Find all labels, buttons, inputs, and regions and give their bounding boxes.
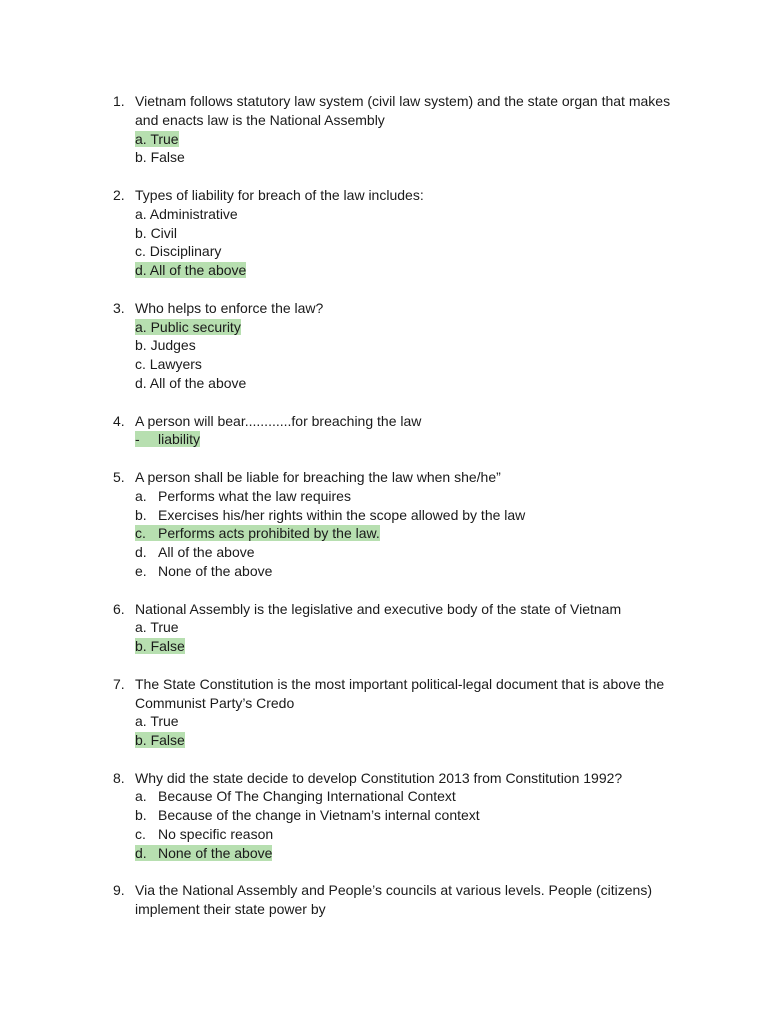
- answer-text: [135, 619, 179, 635]
- answer-text: [135, 337, 196, 353]
- answer-text: [135, 826, 273, 842]
- answer-option: [135, 242, 673, 261]
- answer-option: [135, 825, 673, 844]
- answer-option: [135, 712, 673, 731]
- answer-option: [135, 336, 673, 355]
- option-label: b. False: [135, 638, 185, 655]
- option-label: Performs what the law requires: [158, 487, 351, 504]
- answer-option: [135, 787, 673, 806]
- option-marker: c.: [135, 525, 146, 542]
- option-label: Because Of The Changing International Context: [158, 788, 456, 805]
- question-text: National Assembly is the legislative and executive body of the state of Vietnam: [135, 600, 622, 617]
- option-label: c. Lawyers: [135, 356, 202, 373]
- question-text: A person shall be liable for breaching the law when she/he”: [135, 468, 501, 485]
- answer-text: [135, 356, 202, 372]
- answer-text: [135, 807, 480, 823]
- question-item: [113, 299, 673, 393]
- option-label: liability: [158, 431, 201, 448]
- option-marker: c.: [135, 826, 146, 843]
- answer-text: [135, 149, 185, 165]
- option-label: None of the above: [158, 844, 273, 861]
- answer-option: [135, 261, 673, 280]
- question-number: 2.: [113, 186, 125, 203]
- question-text: A person will bear............for breaching the law: [135, 412, 422, 429]
- answer-option: [135, 543, 673, 562]
- highlighted-answer: [135, 525, 380, 541]
- answer-text: [135, 788, 456, 804]
- option-marker: a.: [135, 487, 147, 504]
- option-label: a. Public security: [135, 318, 241, 335]
- question-item: [113, 412, 673, 450]
- answer-option: [135, 224, 673, 243]
- answer-option: [135, 430, 673, 449]
- question-text: Who helps to enforce the law?: [135, 299, 324, 316]
- answer-text: [135, 563, 272, 579]
- option-label: No specific reason: [158, 826, 274, 843]
- answer-option: [135, 731, 673, 750]
- option-label: b. Judges: [135, 337, 196, 354]
- question-number: 1.: [113, 93, 125, 109]
- option-marker: a.: [135, 788, 147, 805]
- option-label: b. False: [135, 149, 185, 166]
- question-text: Vietnam follows statutory law system (civil law system) and the state organ that makes and enacts law is the National Assembly: [135, 93, 671, 128]
- option-marker: -: [135, 431, 140, 448]
- highlighted-answer: [135, 638, 185, 654]
- highlighted-answer: [135, 131, 179, 147]
- answer-option: [135, 355, 673, 374]
- answer-text: [135, 243, 221, 259]
- option-label: Because of the change in Vietnam’s internal context: [158, 807, 480, 824]
- highlighted-answer: [135, 732, 185, 748]
- option-label: Performs acts prohibited by the law.: [158, 525, 380, 542]
- highlighted-answer: [135, 845, 272, 861]
- option-label: b. Civil: [135, 224, 178, 241]
- question-item: [113, 675, 673, 750]
- answer-option: [135, 637, 673, 656]
- question-item: [113, 881, 673, 919]
- question-item: [113, 92, 673, 167]
- option-label: a. True: [135, 130, 179, 147]
- question-item: [113, 468, 673, 581]
- option-label: a. True: [135, 619, 179, 636]
- option-label: b. False: [135, 732, 185, 749]
- question-text: The State Constitution is the most important political-legal document that is above the Communist Party’s Credo: [135, 675, 665, 711]
- question-item: [113, 186, 673, 280]
- answer-text: [135, 544, 255, 560]
- highlighted-answer: [135, 319, 241, 335]
- answer-option: [135, 562, 673, 581]
- highlighted-answer: [135, 262, 246, 278]
- option-marker: d.: [135, 844, 147, 861]
- answer-option: [135, 205, 673, 224]
- answer-option: [135, 844, 673, 863]
- answer-text: [135, 375, 246, 391]
- question-list: [113, 92, 673, 938]
- option-label: c. Disciplinary: [135, 243, 222, 260]
- option-marker: e.: [135, 562, 147, 579]
- answer-option: [135, 506, 673, 525]
- question-text: Why did the state decide to develop Constitution 2013 from Constitution 1992?: [135, 769, 623, 786]
- answer-option: [135, 318, 673, 337]
- answer-text: [135, 225, 177, 241]
- answer-option: [135, 806, 673, 825]
- option-marker: d.: [135, 544, 147, 561]
- question-number: 8.: [113, 769, 125, 786]
- question-item: [113, 769, 673, 863]
- answer-text: [135, 488, 351, 504]
- option-label: d. All of the above: [135, 262, 247, 279]
- option-label: None of the above: [158, 562, 273, 579]
- question-number: 9.: [113, 882, 125, 899]
- question-number: 4.: [113, 412, 125, 429]
- question-number: 5.: [113, 468, 125, 485]
- question-text: Types of liability for breach of the law includes:: [135, 186, 424, 203]
- option-label: All of the above: [158, 544, 255, 561]
- answer-text: [135, 206, 238, 222]
- highlighted-answer: [135, 431, 200, 447]
- option-marker: b.: [135, 506, 147, 523]
- option-label: a. True: [135, 713, 179, 730]
- option-marker: b.: [135, 807, 147, 824]
- option-label: a. Administrative: [135, 205, 238, 222]
- answer-option: [135, 130, 673, 149]
- answer-text: [135, 507, 525, 523]
- question-number: 3.: [113, 299, 125, 316]
- option-label: Exercises his/her rights within the scope allowed by the law: [158, 506, 526, 523]
- answer-option: [135, 524, 673, 543]
- question-number: 7.: [113, 675, 125, 692]
- answer-option: [135, 487, 673, 506]
- question-text: Via the National Assembly and People’s councils at various levels. People (citizens) implement their state power by: [135, 882, 652, 918]
- question-item: [113, 600, 673, 656]
- answer-option: [135, 374, 673, 393]
- answer-text: [135, 713, 179, 729]
- answer-option: [135, 618, 673, 637]
- answer-option: [135, 148, 673, 167]
- question-number: 6.: [113, 600, 125, 617]
- option-label: d. All of the above: [135, 374, 247, 391]
